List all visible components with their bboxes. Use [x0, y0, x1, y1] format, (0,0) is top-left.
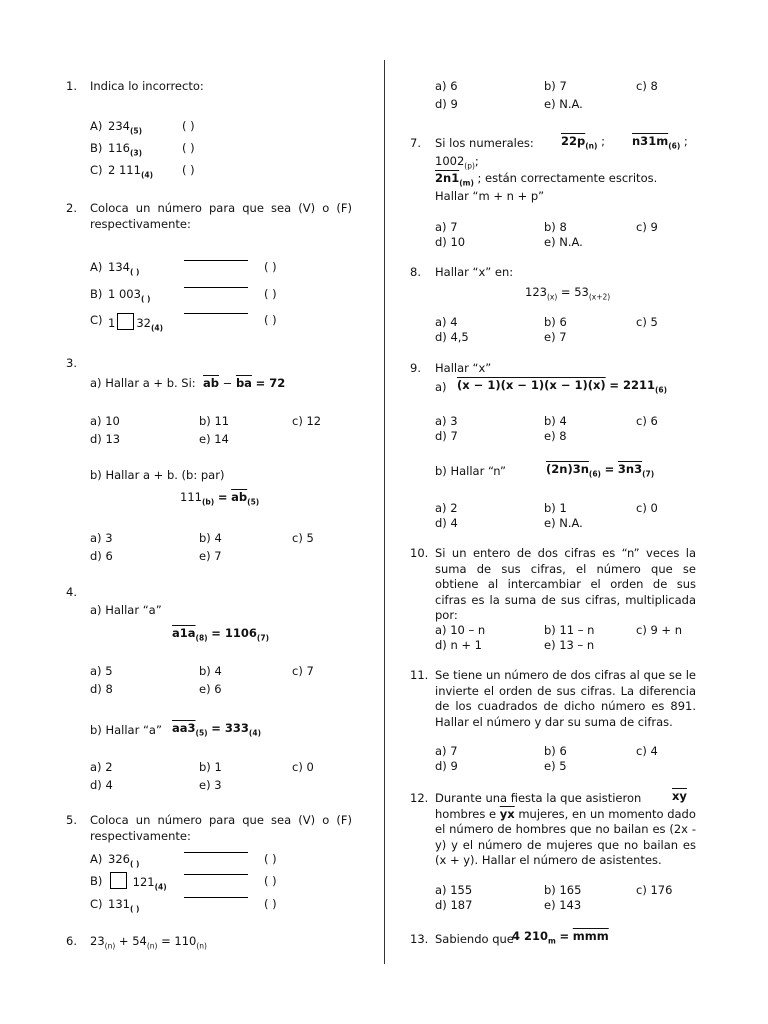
q7-numeral-2: $n31m_{(6)}$ ;: [632, 134, 688, 151]
q2-item-c-label: C): [90, 313, 103, 327]
q9b-equation: $(2n)3n_{(6)} = 3n3_{(7)}$: [546, 462, 655, 479]
q7-numeral-3: $1002_{(p)}$;: [435, 154, 479, 171]
q6-option-b[interactable]: b) 7: [544, 79, 567, 93]
q11-option-e[interactable]: e) 5: [544, 759, 567, 773]
q11-option-b[interactable]: b) 6: [544, 744, 567, 758]
q2-number: 2.: [66, 201, 77, 215]
q11-number: 11.: [410, 668, 429, 682]
digit-box[interactable]: [117, 313, 134, 330]
q1-item-c-label: C): [90, 163, 103, 177]
q1-item-a-answer[interactable]: ( ): [182, 119, 195, 133]
q2-text: Coloca un número para que sea (V) o (F) respectivamente:: [90, 201, 352, 231]
q4b-option-b[interactable]: b) 1: [199, 760, 222, 774]
q9b-option-a[interactable]: a) 2: [435, 501, 458, 515]
q12-option-e[interactable]: e) 143: [544, 898, 582, 912]
q3-number: 3.: [66, 356, 77, 370]
q12-text-rest: el número de hombres que no bailan es (2x - y) y el número de mujeres que no bailan es (x + y). Hallar el número de asistentes.: [435, 822, 696, 867]
q9a-option-e[interactable]: e) 8: [544, 429, 567, 443]
q5-item-b-value: $121_{(4)}$: [108, 872, 167, 891]
q7-text-a: Si los numerales:: [435, 136, 534, 150]
q12-number: 12.: [410, 791, 429, 805]
q9b-option-b[interactable]: b) 1: [544, 501, 567, 515]
q7-numeral-1: $22p_{(n)}$ ;: [561, 134, 605, 151]
q10-option-b[interactable]: b) 11 – n: [544, 623, 595, 637]
q6-option-e[interactable]: e) N.A.: [544, 97, 583, 111]
q5-item-c-value: $131_{( )}$: [108, 897, 140, 914]
q11-option-c[interactable]: c) 4: [636, 744, 658, 758]
q7-option-d[interactable]: d) 10: [435, 235, 466, 249]
q2-item-c-value: 1 $32_{(4)}$: [108, 313, 163, 332]
q3b-option-a[interactable]: a) 3: [90, 531, 113, 545]
q6-equation: $23_{(n)} + 54_{(n)} = 110_{(n)}$: [90, 934, 207, 951]
q7-text-c: Hallar “m + n + p”: [435, 189, 545, 203]
q7-text-b: $2n1_{(m)}$ ; están correctamente escritos.: [435, 171, 658, 188]
q1-item-b-answer[interactable]: ( ): [182, 141, 195, 155]
q4b-option-e[interactable]: e) 3: [199, 778, 222, 792]
q12-option-a[interactable]: a) 155: [435, 883, 473, 897]
q9-number: 9.: [410, 361, 421, 375]
q9a-label: a): [435, 380, 447, 394]
q3b-option-d[interactable]: d) 6: [90, 549, 113, 563]
q4a-option-e[interactable]: e) 6: [199, 682, 222, 696]
q2-item-a-value: $134_{( )}$: [108, 260, 140, 277]
q2-item-c-blank[interactable]: [184, 313, 248, 314]
q6-number: 6.: [66, 934, 77, 948]
q8-option-c[interactable]: c) 5: [636, 315, 658, 329]
q2-item-b-value: 1 $003_{( )}$: [108, 287, 151, 304]
q8-option-d[interactable]: d) 4,5: [435, 330, 469, 344]
q3a-option-c[interactable]: c) 12: [292, 414, 322, 428]
q4a-option-d[interactable]: d) 8: [90, 682, 113, 696]
q11-text: Se tiene un número de dos cifras al que se le invierte el orden de sus cifras. La diferencia de los cuadrados de dicho número es 891. Hallar el número y dar su suma de cifras.: [435, 668, 696, 729]
q4a-option-a[interactable]: a) 5: [90, 664, 113, 678]
q6-option-d[interactable]: d) 9: [435, 97, 458, 111]
q8-text: Hallar “x” en:: [435, 265, 514, 279]
q8-option-b[interactable]: b) 6: [544, 315, 567, 329]
q5-item-c-label: C): [90, 897, 103, 911]
q10-text: Si un entero de dos cifras es “n” veces la suma de sus cifras, el número que se obtiene al intercambiar el orden de sus cifras es la suma de sus cifras, multiplicada por:: [435, 546, 696, 622]
q9a-option-a[interactable]: a) 3: [435, 414, 458, 428]
q10-option-a[interactable]: a) 10 – n: [435, 623, 486, 637]
q7-option-e[interactable]: e) N.A.: [544, 235, 583, 249]
digit-box[interactable]: [110, 872, 127, 889]
q2-item-b-blank[interactable]: [184, 287, 248, 288]
q9-text: Hallar “x”: [435, 361, 492, 375]
q3b-option-e[interactable]: e) 7: [199, 549, 222, 563]
q13-number: 13.: [410, 932, 429, 946]
q3b-option-c[interactable]: c) 5: [292, 531, 314, 545]
q10-number: 10.: [410, 546, 429, 560]
q4b-equation: $aa3_{(5)} = 333_{(4)}$: [172, 721, 261, 738]
q6-option-a[interactable]: a) 6: [435, 79, 458, 93]
q10-option-e[interactable]: e) 13 – n: [544, 638, 595, 652]
q5-item-b-blank[interactable]: [184, 874, 248, 875]
q5-number: 5.: [66, 813, 77, 827]
q4-number: 4.: [66, 585, 77, 599]
q1-item-c-value: 2 $111_{(4)}$: [108, 163, 154, 180]
q5-text: Coloca un número para que sea (V) o (F) respectivamente:: [90, 813, 352, 843]
q1-number: 1.: [66, 79, 77, 93]
q8-number: 8.: [410, 265, 421, 279]
column-divider: [384, 60, 385, 964]
q3a-option-e[interactable]: e) 14: [199, 432, 229, 446]
q9a-option-c[interactable]: c) 6: [636, 414, 658, 428]
q5-item-a-blank[interactable]: [184, 852, 248, 853]
q12-xy: $\overline{xy}$: [672, 789, 687, 803]
q4a-option-c[interactable]: c) 7: [292, 664, 314, 678]
q5-item-b-answer[interactable]: ( ): [264, 874, 277, 888]
q13-equation: 4 $210_m = \overline{mmm}$: [512, 929, 609, 946]
q1-item-a-label: A): [90, 119, 103, 133]
q12-option-c[interactable]: c) 176: [636, 883, 673, 897]
q7-option-a[interactable]: a) 7: [435, 220, 458, 234]
q3a-option-a[interactable]: a) 10: [90, 414, 120, 428]
q7-number: 7.: [410, 136, 421, 150]
q4b-option-a[interactable]: a) 2: [90, 760, 113, 774]
q7-option-c[interactable]: c) 9: [636, 220, 658, 234]
q10-option-d[interactable]: d) n + 1: [435, 638, 482, 652]
q4a-text: a) Hallar “a”: [90, 603, 162, 617]
q4b-option-d[interactable]: d) 4: [90, 778, 113, 792]
q2-item-a-label: A): [90, 260, 103, 274]
q1-item-a-value: $234_{(5)}$: [108, 119, 143, 136]
q6-option-c[interactable]: c) 8: [636, 79, 658, 93]
q12-option-b[interactable]: b) 165: [544, 883, 582, 897]
q11-option-d[interactable]: d) 9: [435, 759, 458, 773]
q2-item-a-blank[interactable]: [184, 260, 248, 261]
q3b-option-b[interactable]: b) 4: [199, 531, 222, 545]
q4b-text: b) Hallar “a”: [90, 723, 162, 737]
q11-option-a[interactable]: a) 7: [435, 744, 458, 758]
q12-option-d[interactable]: d) 187: [435, 898, 473, 912]
q9a-equation: $(x - 1)(x - 1)(x - 1)(x) = 2211_{(6)}$: [457, 378, 668, 395]
q12-text-b: hombres e $\overline{yx}$ mujeres, en un momento dado: [435, 807, 696, 821]
q2-item-a-answer[interactable]: ( ): [264, 260, 277, 274]
q4a-equation: $a1a_{(8)} = 1106_{(7)}$: [172, 626, 269, 643]
q3a-option-d[interactable]: d) 13: [90, 432, 121, 446]
q8-equation: $123_{(x)} = 53_{(x+2)}$: [525, 285, 611, 302]
q8-option-a[interactable]: a) 4: [435, 315, 458, 329]
q9b-option-e[interactable]: e) N.A.: [544, 516, 583, 530]
q12-text-a: Durante una fiesta la que asistieron: [435, 791, 642, 805]
q9b-option-c[interactable]: c) 0: [636, 501, 658, 515]
q3b-text: b) Hallar a + b. (b: par): [90, 468, 225, 482]
q5-item-a-value: $326_{( )}$: [108, 852, 140, 869]
q5-item-b-label: B): [90, 874, 103, 888]
q2-item-c-answer[interactable]: ( ): [264, 313, 277, 327]
q1-text: Indica lo incorrecto:: [90, 79, 204, 93]
q5-item-c-answer[interactable]: ( ): [264, 897, 277, 911]
q3a-option-b[interactable]: b) 11: [199, 414, 230, 428]
q2-item-b-label: B): [90, 287, 103, 301]
q9b-option-d[interactable]: d) 4: [435, 516, 458, 530]
q5-item-a-label: A): [90, 852, 103, 866]
q3a-text: a) Hallar a + b. Si: $\overline{ab} - \overline{ba} = 72$: [90, 376, 286, 390]
q9a-option-b[interactable]: b) 4: [544, 414, 567, 428]
q5-item-a-answer[interactable]: ( ): [264, 852, 277, 866]
q8-option-e[interactable]: e) 7: [544, 330, 567, 344]
q1-item-b-label: B): [90, 141, 103, 155]
q1-item-c-answer[interactable]: ( ): [182, 163, 195, 177]
q13-text: Sabiendo que: [435, 932, 514, 946]
q10-option-c[interactable]: c) 9 + n: [636, 623, 683, 637]
q4a-option-b[interactable]: b) 4: [199, 664, 222, 678]
q1-item-b-value: $116_{(3)}$: [108, 141, 143, 158]
q2-item-b-answer[interactable]: ( ): [264, 287, 277, 301]
q4b-option-c[interactable]: c) 0: [292, 760, 314, 774]
q9b-text: b) Hallar “n”: [435, 464, 506, 478]
q5-item-c-blank[interactable]: [184, 897, 248, 898]
q9a-option-d[interactable]: d) 7: [435, 429, 458, 443]
q3b-equation: $111_{(b)} = \overline{ab}_{(5)}$: [180, 490, 260, 507]
q7-option-b[interactable]: b) 8: [544, 220, 567, 234]
